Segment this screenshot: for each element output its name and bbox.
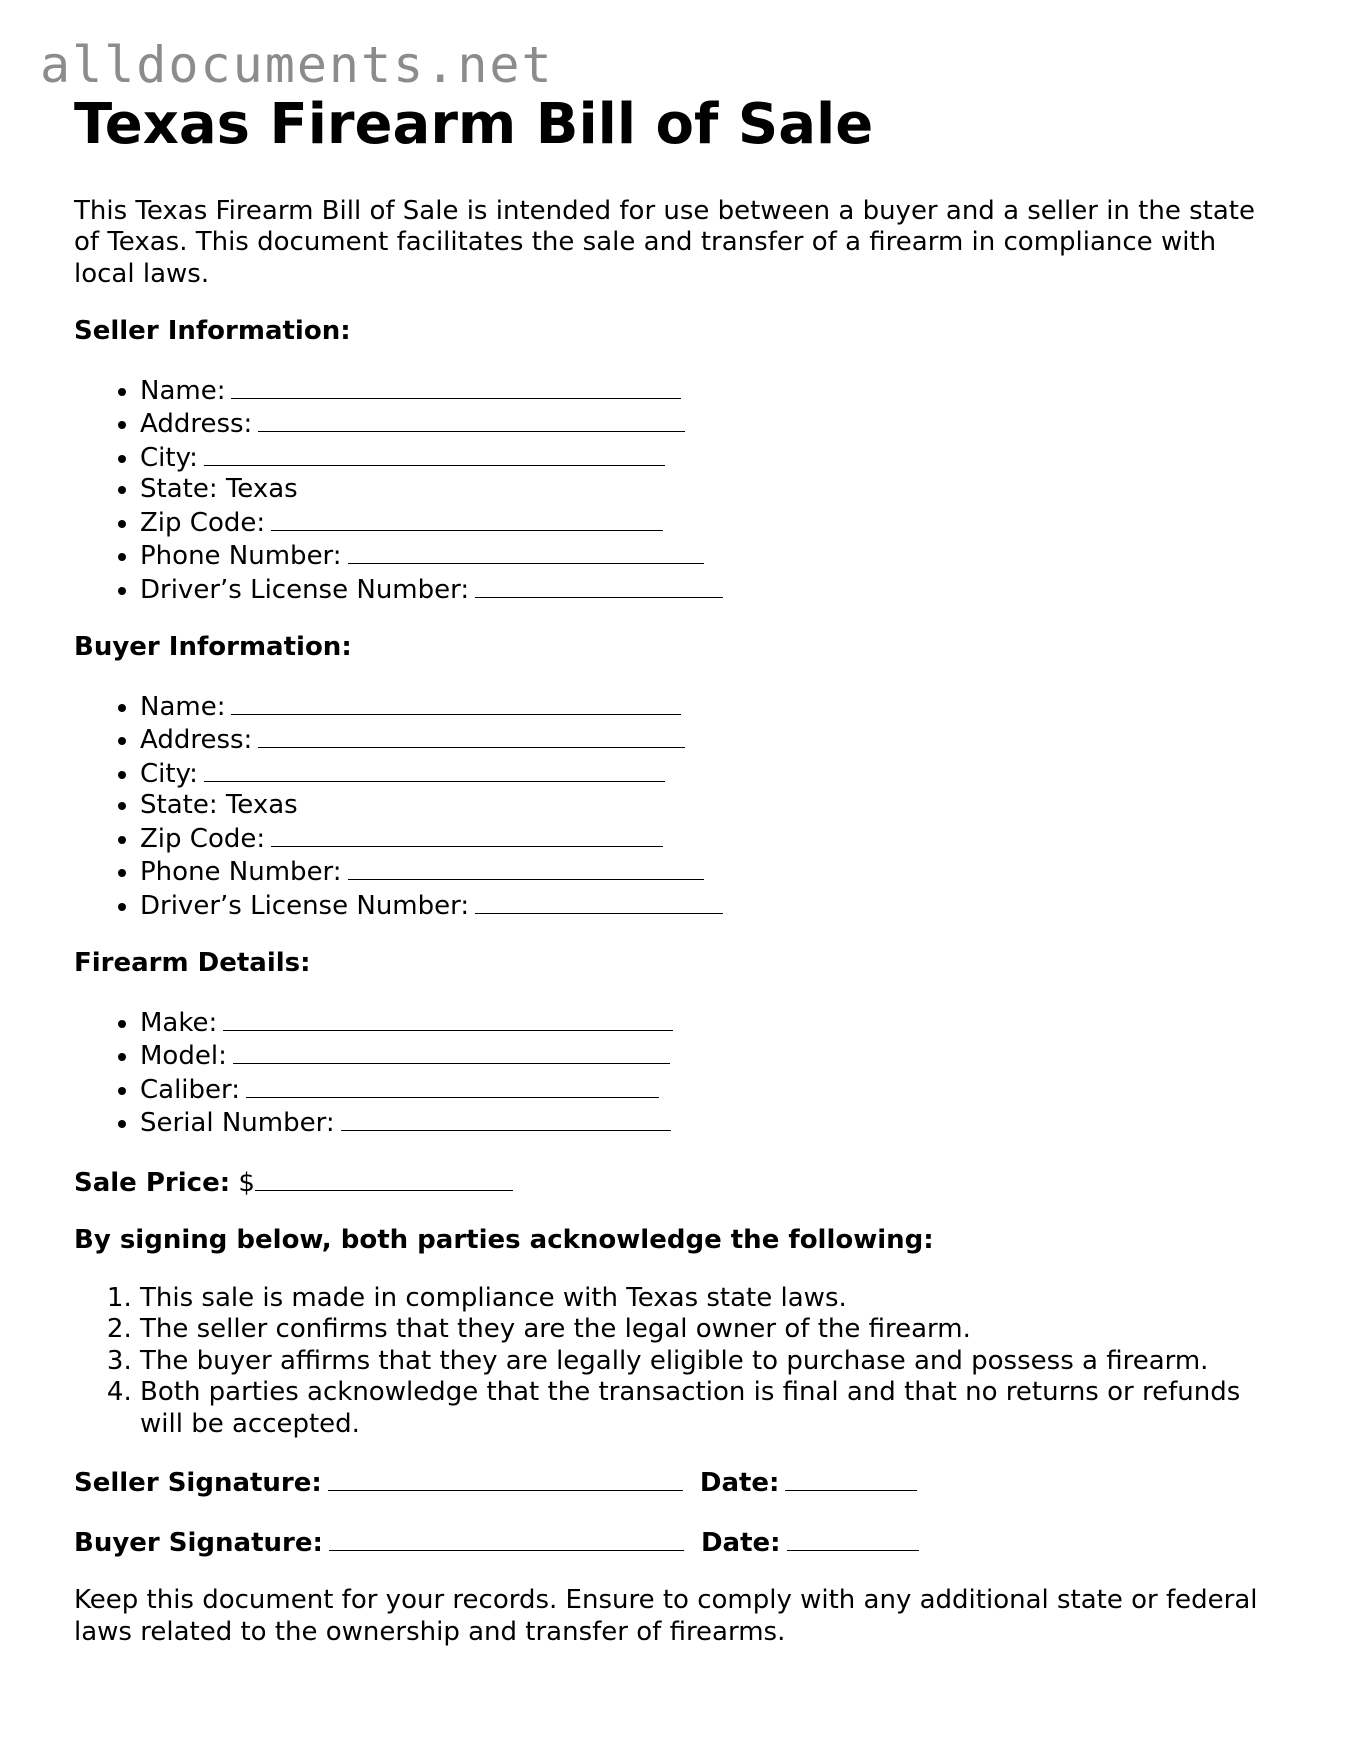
document-page xyxy=(74,94,1284,1648)
buyer-phone-field[interactable] xyxy=(348,855,704,880)
firearm-model-field[interactable] xyxy=(233,1039,670,1064)
buyer-date-field[interactable] xyxy=(787,1526,919,1551)
seller-signature-line xyxy=(74,1466,1284,1500)
firearm-caliber-item xyxy=(140,1073,1284,1107)
firearm-serial-label: Serial Number: xyxy=(140,1108,335,1139)
firearm-model-item xyxy=(140,1039,1284,1073)
footer-note: Keep this document for your records. Ensure to comply with any additional state or federal laws related to the ownership and transfer of firearms. xyxy=(74,1585,1258,1647)
seller-name-field[interactable] xyxy=(231,374,681,399)
firearm-caliber-field[interactable] xyxy=(246,1073,659,1098)
buyer-signature-label: Buyer Signature: xyxy=(74,1527,323,1558)
firearm-make-label: Make: xyxy=(140,1007,218,1038)
seller-address-item xyxy=(140,407,1284,441)
buyer-state-label: State: Texas xyxy=(140,790,298,821)
buyer-license-item xyxy=(140,889,1284,923)
seller-name-item xyxy=(140,374,1284,408)
seller-signature-label: Seller Signature: xyxy=(74,1468,322,1499)
buyer-city-field[interactable] xyxy=(204,757,665,782)
buyer-signature-field[interactable] xyxy=(329,1526,684,1551)
acknowledgment-item: 1. This sale is made in compliance with Texas state laws. xyxy=(140,1283,1284,1315)
seller-date-field[interactable] xyxy=(785,1466,917,1491)
seller-phone-label: Phone Number: xyxy=(140,541,342,572)
seller-license-field[interactable] xyxy=(475,573,723,598)
acknowledgment-item: 2. The seller confirms that they are the legal owner of the firearm. xyxy=(140,1314,1284,1346)
buyer-city-item xyxy=(140,757,1284,791)
sale-price-currency: $ xyxy=(238,1167,255,1198)
buyer-address-item xyxy=(140,723,1284,757)
seller-state-label: State: Texas xyxy=(140,474,298,505)
buyer-signature-line xyxy=(74,1526,1284,1560)
seller-state-item xyxy=(140,474,1284,506)
buyer-phone-item xyxy=(140,855,1284,889)
document-title: Texas Firearm Bill of Sale xyxy=(74,92,874,157)
buyer-city-label: City: xyxy=(140,758,198,789)
firearm-make-field[interactable] xyxy=(223,1006,673,1031)
buyer-heading: Buyer Information: xyxy=(74,632,352,663)
seller-city-item xyxy=(140,441,1284,475)
seller-city-label: City: xyxy=(140,442,198,473)
seller-heading: Seller Information: xyxy=(74,316,351,347)
acknowledgment-item: 4. Both parties acknowledge that the transaction is final and that no returns or refunds will be accepted. xyxy=(140,1377,1284,1440)
sale-price-field[interactable] xyxy=(255,1166,513,1191)
buyer-address-field[interactable] xyxy=(258,723,685,748)
seller-date-label: Date: xyxy=(699,1468,780,1499)
firearm-serial-field[interactable] xyxy=(341,1106,671,1131)
buyer-zip-field[interactable] xyxy=(271,822,663,847)
seller-zip-field[interactable] xyxy=(271,506,663,531)
seller-city-field[interactable] xyxy=(204,441,665,466)
firearm-make-item xyxy=(140,1006,1284,1040)
seller-address-field[interactable] xyxy=(258,407,685,432)
seller-address-label: Address: xyxy=(140,409,253,440)
buyer-address-label: Address: xyxy=(140,725,253,756)
firearm-caliber-label: Caliber: xyxy=(140,1074,241,1105)
buyer-state-item xyxy=(140,790,1284,822)
seller-zip-item xyxy=(140,506,1284,540)
buyer-name-field[interactable] xyxy=(231,690,681,715)
buyer-date-label: Date: xyxy=(700,1527,781,1558)
seller-signature-field[interactable] xyxy=(328,1466,683,1491)
seller-zip-label: Zip Code: xyxy=(140,507,266,538)
buyer-name-label: Name: xyxy=(140,691,226,722)
buyer-zip-item xyxy=(140,822,1284,856)
intro-paragraph: This Texas Firearm Bill of Sale is intended for use between a buyer and a seller in the state of Texas. This document facilitates the sale and transfer of a firearm in compliance with local laws. xyxy=(74,195,1255,289)
watermark: alldocuments.net xyxy=(40,36,554,94)
sale-price-line xyxy=(74,1166,1284,1200)
seller-license-label: Driver’s License Number: xyxy=(140,574,470,605)
acknowledgment-item: 3. The buyer affirms that they are legally eligible to purchase and possess a firearm. xyxy=(140,1346,1284,1378)
acknowledgment-heading: By signing below, both parties acknowledge the following: xyxy=(74,1225,934,1256)
seller-phone-field[interactable] xyxy=(348,539,704,564)
seller-phone-item xyxy=(140,539,1284,573)
seller-license-item xyxy=(140,573,1284,607)
seller-fields-list xyxy=(74,374,1284,607)
buyer-zip-label: Zip Code: xyxy=(140,823,266,854)
buyer-license-label: Driver’s License Number: xyxy=(140,890,470,921)
sale-price-label: Sale Price: xyxy=(74,1167,231,1198)
buyer-fields-list xyxy=(74,690,1284,923)
buyer-license-field[interactable] xyxy=(475,889,723,914)
buyer-name-item xyxy=(140,690,1284,724)
acknowledgment-list xyxy=(74,1283,1284,1441)
firearm-model-label: Model: xyxy=(140,1041,227,1072)
firearm-heading: Firearm Details: xyxy=(74,948,311,979)
buyer-phone-label: Phone Number: xyxy=(140,857,342,888)
firearm-fields-list xyxy=(74,1006,1284,1140)
seller-name-label: Name: xyxy=(140,375,226,406)
firearm-serial-item xyxy=(140,1106,1284,1140)
